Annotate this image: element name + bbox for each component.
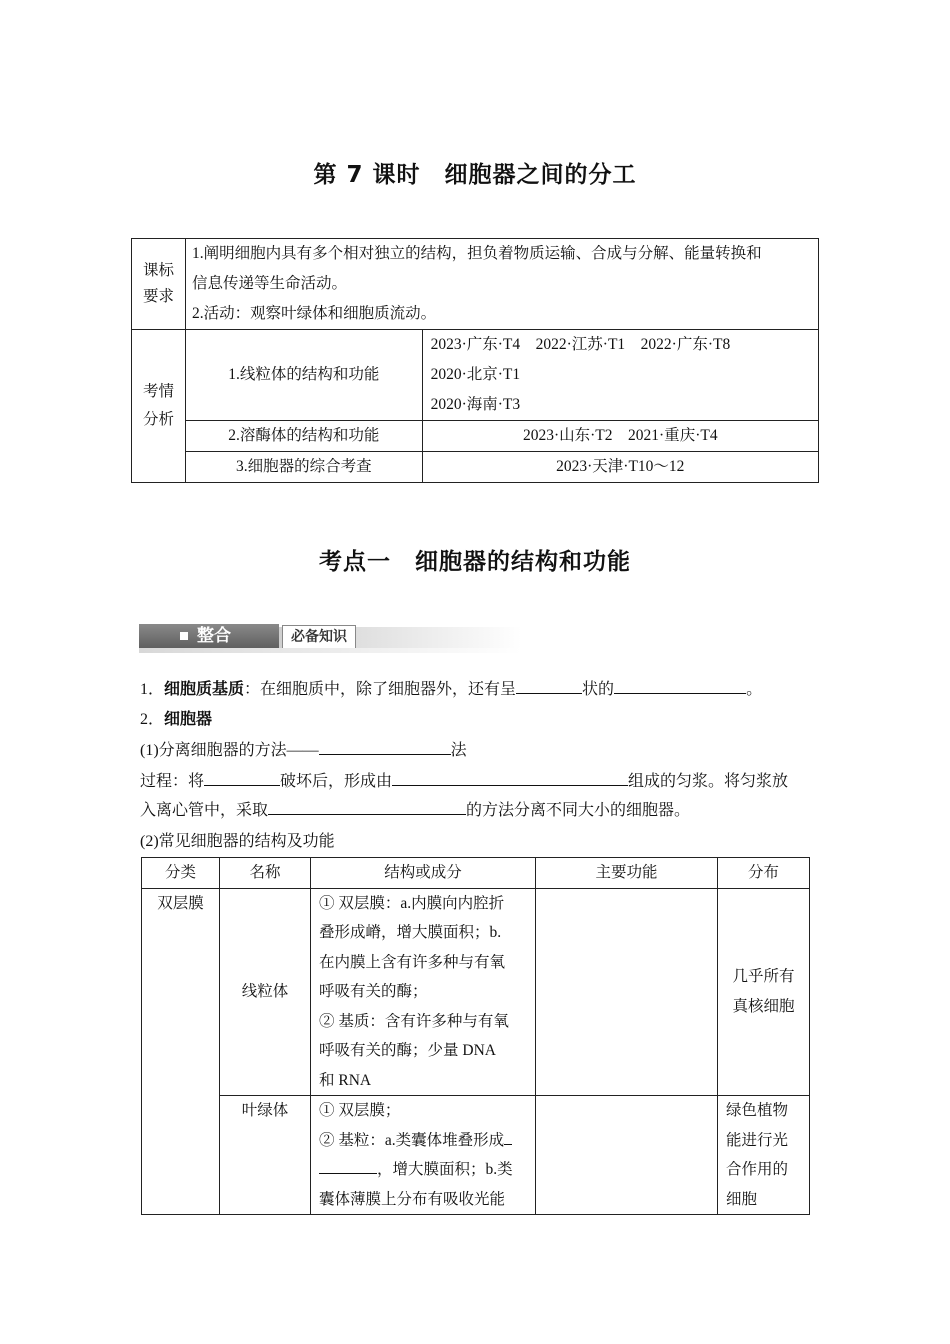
table-row bbox=[142, 1096, 810, 1215]
structure-cell: ① 双层膜：a.内膜向内腔折 叠形成嵴，增大膜面积；b. 在内膜上含有许多种与有氧 呼吸有关的酶； ② 基质：含有许多种与有氧 呼吸有关的酶；少量 DNA 和 RNA bbox=[311, 888, 536, 1096]
paragraph-separation-method: (1)分离细胞器的方法—— 法 bbox=[140, 737, 467, 760]
section-banner bbox=[139, 624, 522, 654]
header-category: 分类 bbox=[142, 858, 220, 889]
fill-blank[interactable] bbox=[516, 678, 582, 694]
header-function: 主要功能 bbox=[536, 858, 718, 889]
table-header-row bbox=[142, 858, 810, 889]
fill-blank[interactable] bbox=[268, 799, 466, 815]
fill-blank[interactable] bbox=[204, 770, 280, 786]
table-row bbox=[142, 888, 810, 1096]
fill-blank[interactable] bbox=[504, 1129, 512, 1145]
structure-cell: ① 双层膜； ② 基粒：a.类囊体堆叠形成 ，增大膜面积；b.类 囊体薄膜上分布有吸收光能 bbox=[311, 1096, 536, 1215]
function-cell[interactable] bbox=[536, 888, 718, 1096]
exam-refs: 2023·广东·T4 2022·江苏·T1 2022·广东·T8 2020·北京·T1 2020·海南·T3 bbox=[422, 330, 818, 421]
header-structure: 结构或成分 bbox=[311, 858, 536, 889]
category-cell: 双层膜 bbox=[142, 888, 220, 1215]
header-name: 名称 bbox=[220, 858, 311, 889]
exam-topic: 1.线粒体的结构和功能 bbox=[185, 330, 422, 421]
paragraph-table-caption: (2)常见细胞器的结构及功能 bbox=[140, 833, 335, 850]
distribution-cell: 绿色植物 能进行光 合作用的 细胞 bbox=[718, 1096, 810, 1215]
exam-topic: 2.溶酶体的结构和功能 bbox=[185, 421, 422, 452]
curriculum-standards-table bbox=[131, 238, 819, 483]
function-cell[interactable] bbox=[536, 1096, 718, 1215]
organelle-name: 线粒体 bbox=[220, 888, 311, 1096]
header-distribution: 分布 bbox=[718, 858, 810, 889]
exam-refs: 2023·天津·T10～12 bbox=[422, 452, 818, 483]
paragraph-organelles: 2．细胞器 bbox=[140, 711, 213, 728]
analysis-label: 考情 分析 bbox=[132, 330, 186, 483]
organelle-name: 叶绿体 bbox=[220, 1096, 311, 1215]
exam-topic: 3.细胞器的综合考查 bbox=[185, 452, 422, 483]
fill-blank[interactable] bbox=[319, 1158, 377, 1174]
section-title: 考点一 细胞器的结构和功能 bbox=[319, 549, 631, 575]
square-bullet-icon bbox=[180, 632, 188, 640]
paragraph-process: 过程：将 破坏后，形成由 组成的匀浆。将匀浆放 bbox=[140, 768, 788, 791]
requirements-text: 1.阐明细胞内具有多个相对独立的结构，担负着物质运输、合成与分解、能量转换和 信息传递等生命活动。 2.活动：观察叶绿体和细胞质流动。 bbox=[185, 239, 818, 330]
fill-blank[interactable] bbox=[392, 770, 628, 786]
requirements-label: 课标 要求 bbox=[132, 239, 186, 330]
paragraph-process-cont: 入离心管中，采取 的方法分离不同大小的细胞器。 bbox=[140, 797, 690, 820]
banner-tag: 必备知识 bbox=[282, 625, 356, 649]
paragraph-cytosol: 1．细胞质基质：在细胞质中，除了细胞器外，还有呈 状的 。 bbox=[140, 676, 762, 699]
exam-refs: 2023·山东·T2 2021·重庆·T4 bbox=[422, 421, 818, 452]
fill-blank[interactable] bbox=[319, 739, 451, 755]
fill-blank[interactable] bbox=[614, 678, 746, 694]
organelle-table bbox=[141, 857, 810, 1215]
banner-label: 整合 bbox=[197, 626, 231, 646]
lesson-title: 第 7 课时 细胞器之间的分工 bbox=[313, 162, 637, 188]
distribution-cell: 几乎所有 真核细胞 bbox=[718, 888, 810, 1096]
